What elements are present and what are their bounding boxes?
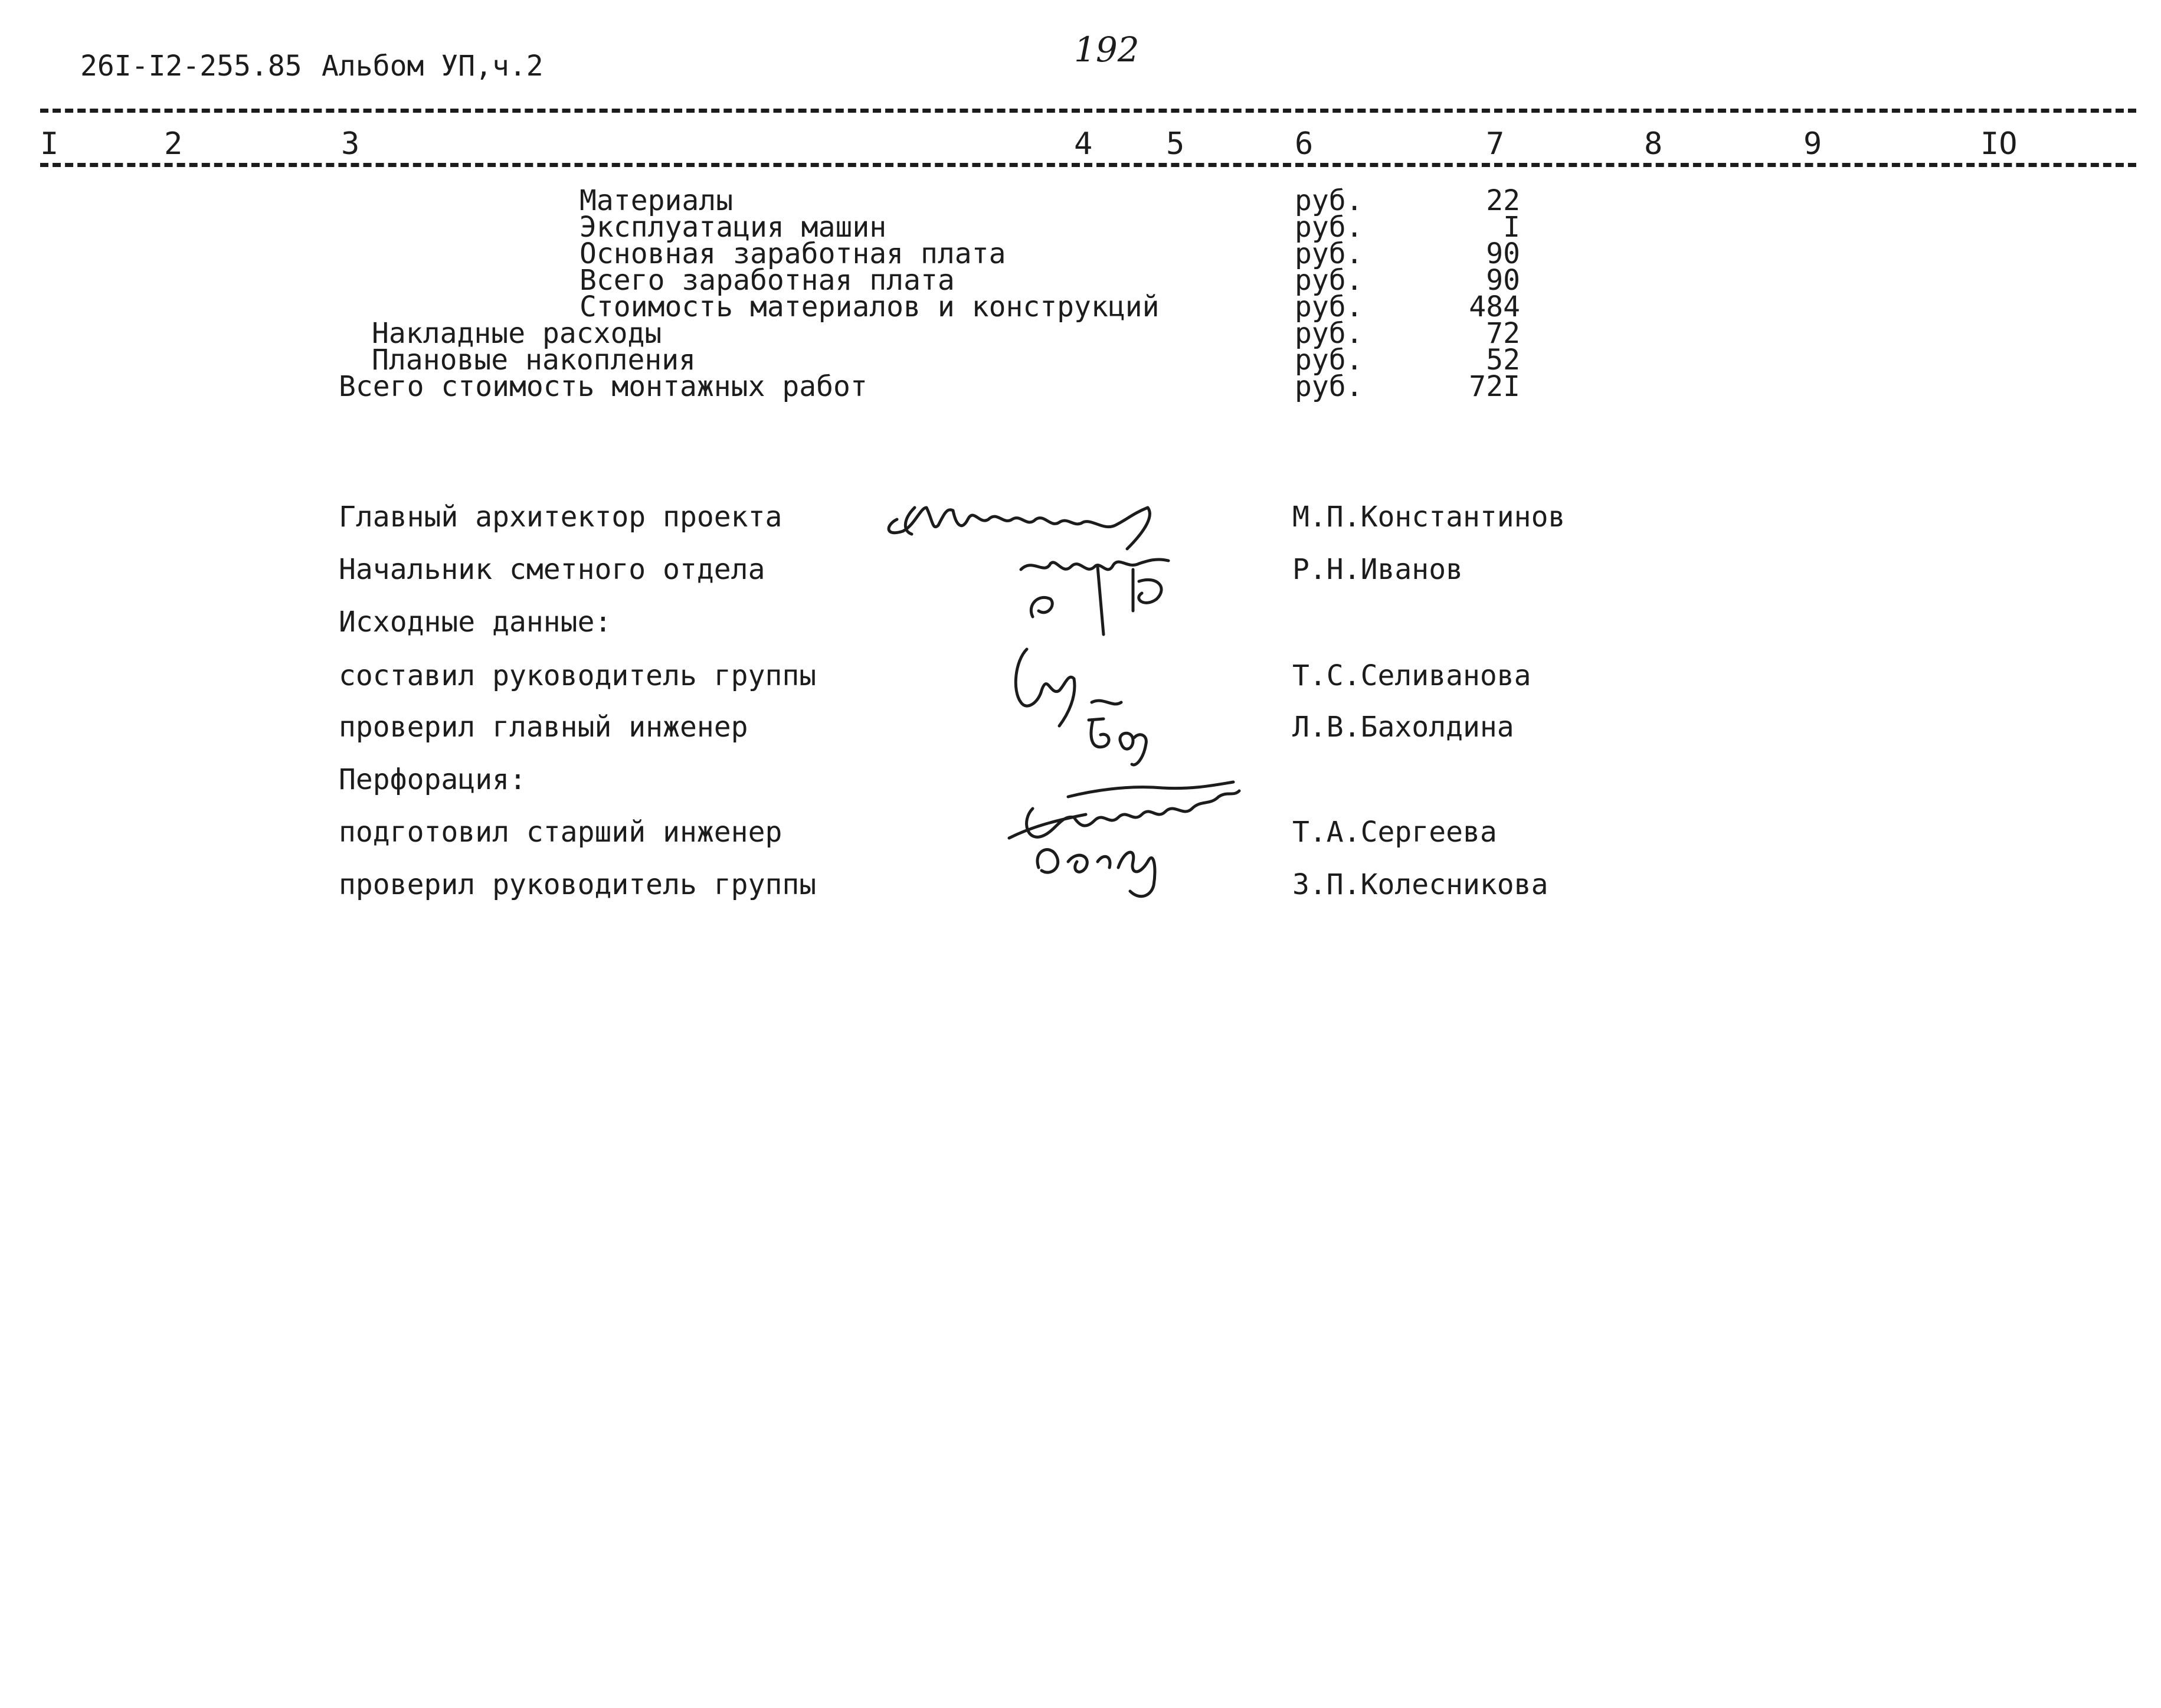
row-unit: руб. — [1295, 237, 1363, 270]
row-label: Эксплуатация машин — [579, 211, 887, 244]
signature-name: Т.С.Селиванова — [1292, 659, 1531, 692]
column-number-9: 9 — [1803, 126, 1822, 162]
row-value: 22 — [1486, 184, 1520, 217]
row-value: I — [1503, 211, 1520, 244]
row-label: Стоимость материалов и конструкций — [579, 290, 1160, 323]
row-label: Материалы — [579, 184, 734, 217]
signature-role: Начальник сметного отдела — [339, 553, 765, 586]
row-label: Всего заработная плата — [579, 264, 955, 297]
row-unit: руб. — [1295, 343, 1363, 377]
album-label: Альбом УП,ч.2 — [322, 50, 543, 83]
signature-role: проверил руководитель группы — [339, 868, 817, 901]
row-unit: руб. — [1295, 370, 1363, 403]
handwritten-signature-5 — [997, 773, 1281, 891]
row-unit: руб. — [1295, 290, 1363, 323]
row-unit: руб. — [1295, 211, 1363, 244]
header-bottom-rule — [40, 163, 2136, 167]
signature-role: подготовил старший инженер — [339, 816, 782, 849]
document-code: 26I-I2-255.85 — [80, 50, 302, 83]
row-unit: руб. — [1295, 184, 1363, 217]
row-label: Плановые накопления — [372, 343, 696, 377]
page-number: 192 — [1074, 30, 1140, 70]
signature-name: М.П.Константинов — [1292, 500, 1566, 534]
row-unit: руб. — [1295, 317, 1363, 350]
column-number-8: 8 — [1644, 126, 1663, 162]
row-label: Всего стоимость монтажных работ — [339, 370, 867, 403]
handwritten-signature-4 — [1080, 708, 1174, 773]
signature-name: Р.Н.Иванов — [1292, 553, 1463, 586]
signature-name: Т.А.Сергеева — [1292, 816, 1497, 849]
handwritten-signature-2 — [1015, 534, 1180, 652]
row-label: Накладные расходы — [372, 317, 662, 350]
column-number-4: 4 — [1074, 126, 1093, 162]
row-value: 72 — [1486, 317, 1520, 350]
column-number-7: 7 — [1486, 126, 1505, 162]
signature-role: проверил главный инженер — [339, 711, 748, 744]
row-value: 90 — [1486, 237, 1520, 270]
signature-role: Главный архитектор проекта — [339, 500, 782, 534]
column-number-2: 2 — [164, 126, 183, 162]
column-number-3: 3 — [341, 126, 360, 162]
signature-role: составил руководитель группы — [339, 659, 817, 692]
signature-name: З.П.Колесникова — [1292, 868, 1548, 901]
section-label: Перфорация: — [339, 763, 526, 796]
section-label: Исходные данные: — [339, 606, 612, 639]
row-value: 72I — [1469, 370, 1520, 403]
top-rule — [40, 109, 2136, 113]
row-value: 90 — [1486, 264, 1520, 297]
column-number-10: IO — [1980, 126, 2018, 162]
column-number-6: 6 — [1295, 126, 1314, 162]
column-number-1: I — [40, 126, 59, 162]
column-number-5: 5 — [1166, 126, 1185, 162]
row-unit: руб. — [1295, 264, 1363, 297]
row-label: Основная заработная плата — [579, 237, 1006, 270]
row-value: 52 — [1486, 343, 1520, 377]
signature-name: Л.В.Бахолдина — [1292, 711, 1514, 744]
row-value: 484 — [1469, 290, 1520, 323]
